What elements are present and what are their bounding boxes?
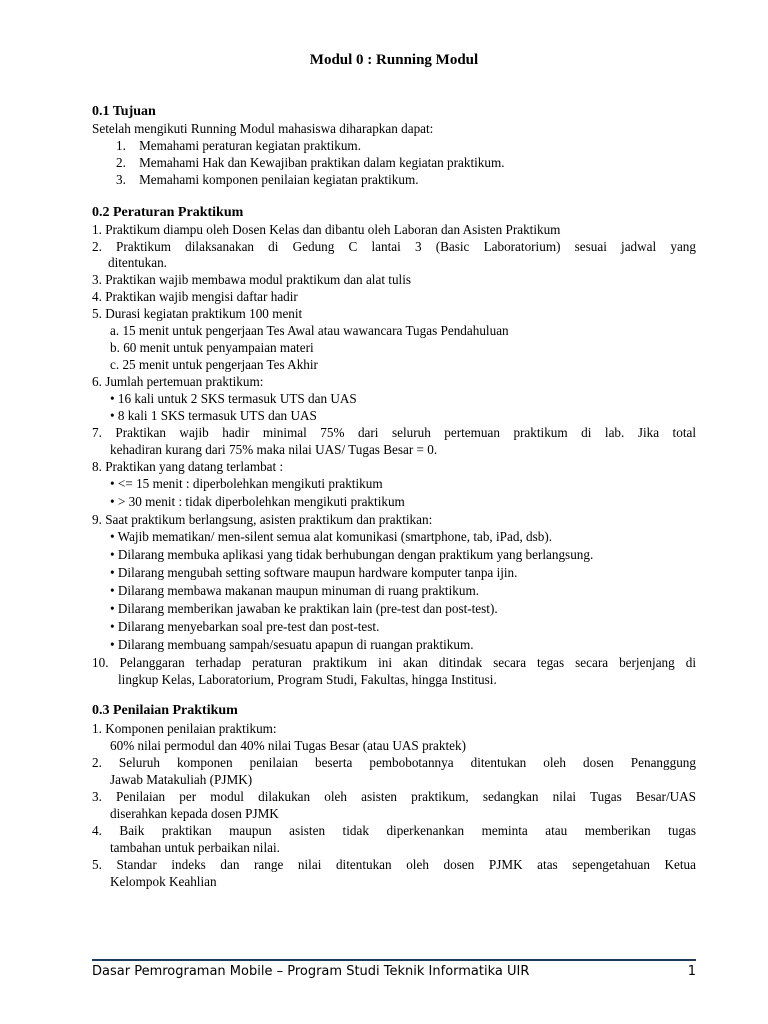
bullet-item: • Wajib mematikan/ men-silent semua alat komunikasi (smartphone, tab, iPad, dsb).: [110, 529, 553, 544]
section-heading-peraturan: 0.2 Peraturan Praktikum: [92, 205, 244, 220]
list-item: 7. Praktikan wajib hadir minimal 75% dari seluruh pertemuan praktikum di lab. Jika total: [92, 425, 696, 440]
bullet-item: • > 30 menit : tidak diperbolehkan mengikuti praktikum: [110, 494, 405, 509]
list-item: 1. Memahami peraturan kegiatan praktikum.: [116, 138, 361, 153]
sub-list-item: c. 25 menit untuk pengerjaan Tes Akhir: [110, 357, 318, 372]
list-item-continuation: 60% nilai permodul dan 40% nilai Tugas Besar (atau UAS praktek): [110, 738, 466, 753]
sub-list-item: a. 15 menit untuk pengerjaan Tes Awal atau wawancara Tugas Pendahuluan: [110, 323, 509, 338]
bullet-item: • Dilarang menyebarkan soal pre-test dan post-test.: [110, 619, 380, 634]
list-item: 1. Komponen penilaian praktikum:: [92, 721, 277, 736]
bullet-item: • 8 kali 1 SKS termasuk UTS dan UAS: [110, 408, 317, 423]
list-item: 8. Praktikan yang datang terlambat :: [92, 459, 284, 474]
bullet-item: • Dilarang membawa makanan maupun minuman di ruang praktikum.: [110, 583, 480, 598]
sub-list-item: b. 60 menit untuk penyampaian materi: [110, 340, 314, 355]
bullet-item: • 16 kali untuk 2 SKS termasuk UTS dan UAS: [110, 391, 357, 406]
bullet-item: • <= 15 menit : diperbolehkan mengikuti praktikum: [110, 476, 383, 491]
list-item-continuation: tambahan untuk perbaikan nilai.: [110, 840, 280, 855]
section-heading-penilaian: 0.3 Penilaian Praktikum: [92, 703, 238, 718]
list-item: 10. Pelanggaran terhadap peraturan praktikum ini akan ditindak secara tegas secara berjenjang di: [92, 655, 696, 670]
list-item: 3. Penilaian per modul dilakukan oleh asisten praktikum, sedangkan nilai Tugas Besar/UAS: [92, 789, 696, 804]
page-number: 1: [687, 964, 696, 979]
paragraph: Setelah mengikuti Running Modul mahasiswa diharapkan dapat:: [92, 121, 434, 136]
list-item: 5. Durasi kegiatan praktikum 100 menit: [92, 306, 303, 321]
bullet-item: • Dilarang mengubah setting software maupun hardware komputer tanpa ijin.: [110, 565, 518, 580]
bullet-item: • Dilarang membuang sampah/sesuatu apapun di ruangan praktikum.: [110, 637, 474, 652]
footer-divider: [92, 959, 696, 961]
list-item: 2. Memahami Hak dan Kewajiban praktikan dalam kegiatan praktikum.: [116, 155, 505, 170]
list-item: 6. Jumlah pertemuan praktikum:: [92, 374, 264, 389]
list-item: 1. Praktikum diampu oleh Dosen Kelas dan dibantu oleh Laboran dan Asisten Praktikum: [92, 222, 561, 237]
section-heading-tujuan: 0.1 Tujuan: [92, 104, 156, 119]
list-item: 3. Praktikan wajib membawa modul praktikum dan alat tulis: [92, 272, 411, 287]
list-item: 2. Praktikum dilaksanakan di Gedung C lantai 3 (Basic Laboratorium) sesuai jadwal yang: [92, 239, 696, 254]
footer-text: Dasar Pemrograman Mobile – Program Studi Teknik Informatika UIR: [92, 964, 530, 979]
list-item-continuation: diserahkan kepada dosen PJMK: [110, 806, 279, 821]
list-item-continuation: ditentukan.: [108, 255, 167, 270]
list-item: 4. Praktikan wajib mengisi daftar hadir: [92, 289, 298, 304]
list-item: 2. Seluruh komponen penilaian beserta pembobotannya ditentukan oleh dosen Penanggung: [92, 755, 696, 770]
list-item: 4. Baik praktikan maupun asisten tidak diperkenankan meminta atau memberikan tugas: [92, 823, 696, 838]
list-item: 3. Memahami komponen penilaian kegiatan praktikum.: [116, 172, 419, 187]
list-item-continuation: Jawab Matakuliah (PJMK): [110, 772, 253, 787]
list-item: 5. Standar indeks dan range nilai ditentukan oleh dosen PJMK atas sepengetahuan Ketua: [92, 857, 696, 872]
bullet-item: • Dilarang memberikan jawaban ke praktikan lain (pre-test dan post-test).: [110, 601, 498, 616]
list-item: 9. Saat praktikum berlangsung, asisten praktikum dan praktikan:: [92, 512, 433, 527]
list-item-continuation: kehadiran kurang dari 75% maka nilai UAS/ Tugas Besar = 0.: [110, 442, 438, 457]
bullet-item: • Dilarang membuka aplikasi yang tidak berhubungan dengan praktikum yang berlangsung.: [110, 547, 594, 562]
document-page: [92, 0, 696, 1024]
list-item-continuation: Kelompok Keahlian: [110, 874, 217, 889]
list-item-continuation: lingkup Kelas, Laboratorium, Program Studi, Fakultas, hingga Institusi.: [118, 672, 497, 687]
document-title: Modul 0 : Running Modul: [309, 52, 479, 68]
